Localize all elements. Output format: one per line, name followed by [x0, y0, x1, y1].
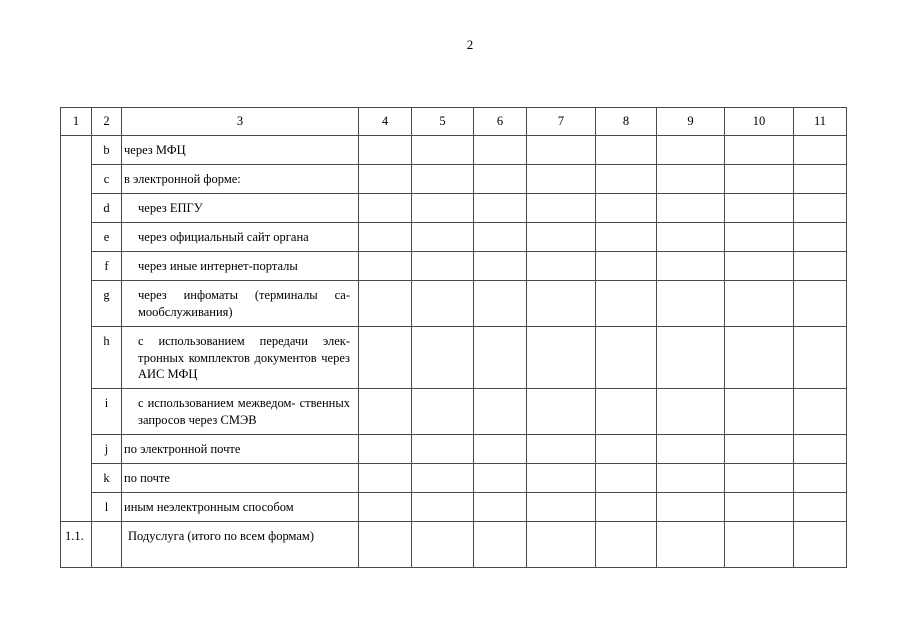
empty-cell	[657, 464, 725, 493]
empty-cell	[359, 327, 412, 389]
header-row	[61, 108, 847, 136]
empty-cell	[474, 493, 527, 522]
empty-cell	[359, 522, 412, 568]
empty-cell	[725, 165, 794, 194]
row-label: в электронной форме:	[122, 165, 359, 194]
empty-cell	[474, 252, 527, 281]
empty-cell	[412, 493, 474, 522]
table-row	[61, 281, 847, 327]
row-label: с использованием межведом- ственных запросов через СМЭВ	[122, 389, 359, 435]
empty-cell	[725, 194, 794, 223]
empty-cell	[359, 165, 412, 194]
empty-cell	[794, 252, 847, 281]
row-code: l	[92, 493, 122, 522]
table-row	[61, 493, 847, 522]
empty-cell	[527, 493, 596, 522]
empty-cell	[725, 223, 794, 252]
table-row	[61, 165, 847, 194]
column-header: 7	[527, 108, 596, 136]
row-label: через иные интернет-порталы	[122, 252, 359, 281]
empty-cell	[657, 252, 725, 281]
row-label: через инфоматы (терминалы са- мообслуживания)	[122, 281, 359, 327]
row-code: c	[92, 165, 122, 194]
empty-cell	[794, 165, 847, 194]
empty-cell	[359, 194, 412, 223]
empty-cell	[596, 194, 657, 223]
empty-cell	[794, 223, 847, 252]
empty-cell	[359, 136, 412, 165]
empty-cell	[725, 435, 794, 464]
empty-cell	[794, 136, 847, 165]
page-number: 2	[466, 37, 474, 52]
empty-cell	[794, 522, 847, 568]
row-code: j	[92, 435, 122, 464]
row-code: h	[92, 327, 122, 389]
column-header: 3	[122, 108, 359, 136]
row-code: f	[92, 252, 122, 281]
empty-cell	[596, 136, 657, 165]
total-row	[61, 522, 847, 568]
empty-cell	[596, 389, 657, 435]
empty-cell	[657, 327, 725, 389]
empty-cell	[474, 165, 527, 194]
empty-cell	[412, 165, 474, 194]
empty-cell	[794, 464, 847, 493]
empty-cell	[596, 464, 657, 493]
empty-cell	[412, 223, 474, 252]
empty-cell	[359, 493, 412, 522]
column-header: 6	[474, 108, 527, 136]
empty-cell	[359, 252, 412, 281]
row-code: b	[92, 136, 122, 165]
empty-cell	[412, 327, 474, 389]
row-code: e	[92, 223, 122, 252]
empty-cell	[596, 223, 657, 252]
empty-cell	[527, 165, 596, 194]
total-row-number: 1.1.	[61, 522, 92, 568]
empty-cell	[412, 136, 474, 165]
empty-cell	[596, 522, 657, 568]
table-row	[61, 464, 847, 493]
empty-cell	[412, 389, 474, 435]
empty-cell	[412, 281, 474, 327]
column-header: 1	[61, 108, 92, 136]
row-label: по электронной почте	[122, 435, 359, 464]
empty-cell	[474, 281, 527, 327]
empty-cell	[725, 493, 794, 522]
empty-cell	[725, 281, 794, 327]
empty-cell	[725, 327, 794, 389]
row-label: по почте	[122, 464, 359, 493]
empty-cell	[794, 194, 847, 223]
empty-cell	[596, 327, 657, 389]
row-label: иным неэлектронным способом	[122, 493, 359, 522]
empty-cell	[794, 493, 847, 522]
empty-cell	[527, 252, 596, 281]
empty-cell	[474, 522, 527, 568]
empty-cell	[474, 136, 527, 165]
empty-cell	[725, 136, 794, 165]
row-label: через ЕПГУ	[122, 194, 359, 223]
total-row-label: Подуслуга (итого по всем формам)	[122, 522, 359, 568]
empty-cell	[527, 136, 596, 165]
empty-cell	[596, 281, 657, 327]
row-label: через официальный сайт органа	[122, 223, 359, 252]
column-header: 10	[725, 108, 794, 136]
empty-cell	[794, 435, 847, 464]
empty-cell	[359, 464, 412, 493]
report-table	[60, 107, 847, 568]
empty-cell	[657, 389, 725, 435]
empty-cell	[657, 435, 725, 464]
empty-cell	[596, 252, 657, 281]
column-header: 2	[92, 108, 122, 136]
row-code: d	[92, 194, 122, 223]
table-row	[61, 435, 847, 464]
empty-cell	[474, 194, 527, 223]
table-row	[61, 389, 847, 435]
table-row	[61, 327, 847, 389]
column-header: 9	[657, 108, 725, 136]
empty-cell	[412, 522, 474, 568]
column-header: 11	[794, 108, 847, 136]
row-code: k	[92, 464, 122, 493]
empty-cell	[725, 522, 794, 568]
total-row-code-cell	[92, 522, 122, 568]
empty-cell	[596, 165, 657, 194]
empty-cell	[359, 435, 412, 464]
empty-cell	[657, 194, 725, 223]
empty-cell	[657, 522, 725, 568]
empty-cell	[412, 435, 474, 464]
empty-cell	[474, 327, 527, 389]
row-label: с использованием передачи элек- тронных комплектов документов через АИС МФЦ	[122, 327, 359, 389]
empty-cell	[359, 281, 412, 327]
empty-cell	[794, 389, 847, 435]
empty-cell	[725, 464, 794, 493]
empty-cell	[657, 136, 725, 165]
empty-cell	[474, 389, 527, 435]
row-code: g	[92, 281, 122, 327]
row-label: через МФЦ	[122, 136, 359, 165]
table-row	[61, 252, 847, 281]
merged-first-column-cell	[61, 136, 92, 522]
empty-cell	[359, 389, 412, 435]
empty-cell	[474, 223, 527, 252]
empty-cell	[657, 281, 725, 327]
empty-cell	[527, 389, 596, 435]
table-row	[61, 223, 847, 252]
empty-cell	[527, 281, 596, 327]
empty-cell	[527, 327, 596, 389]
empty-cell	[527, 435, 596, 464]
empty-cell	[527, 522, 596, 568]
column-header: 5	[412, 108, 474, 136]
empty-cell	[527, 464, 596, 493]
empty-cell	[474, 464, 527, 493]
empty-cell	[527, 223, 596, 252]
empty-cell	[657, 223, 725, 252]
empty-cell	[657, 165, 725, 194]
column-header: 8	[596, 108, 657, 136]
empty-cell	[596, 493, 657, 522]
empty-cell	[794, 281, 847, 327]
empty-cell	[657, 493, 725, 522]
empty-cell	[359, 223, 412, 252]
empty-cell	[596, 435, 657, 464]
empty-cell	[725, 252, 794, 281]
empty-cell	[527, 194, 596, 223]
empty-cell	[412, 194, 474, 223]
empty-cell	[412, 464, 474, 493]
empty-cell	[725, 389, 794, 435]
column-header: 4	[359, 108, 412, 136]
row-code: i	[92, 389, 122, 435]
table-row	[61, 194, 847, 223]
empty-cell	[794, 327, 847, 389]
empty-cell	[474, 435, 527, 464]
empty-cell	[412, 252, 474, 281]
table-row	[61, 136, 847, 165]
